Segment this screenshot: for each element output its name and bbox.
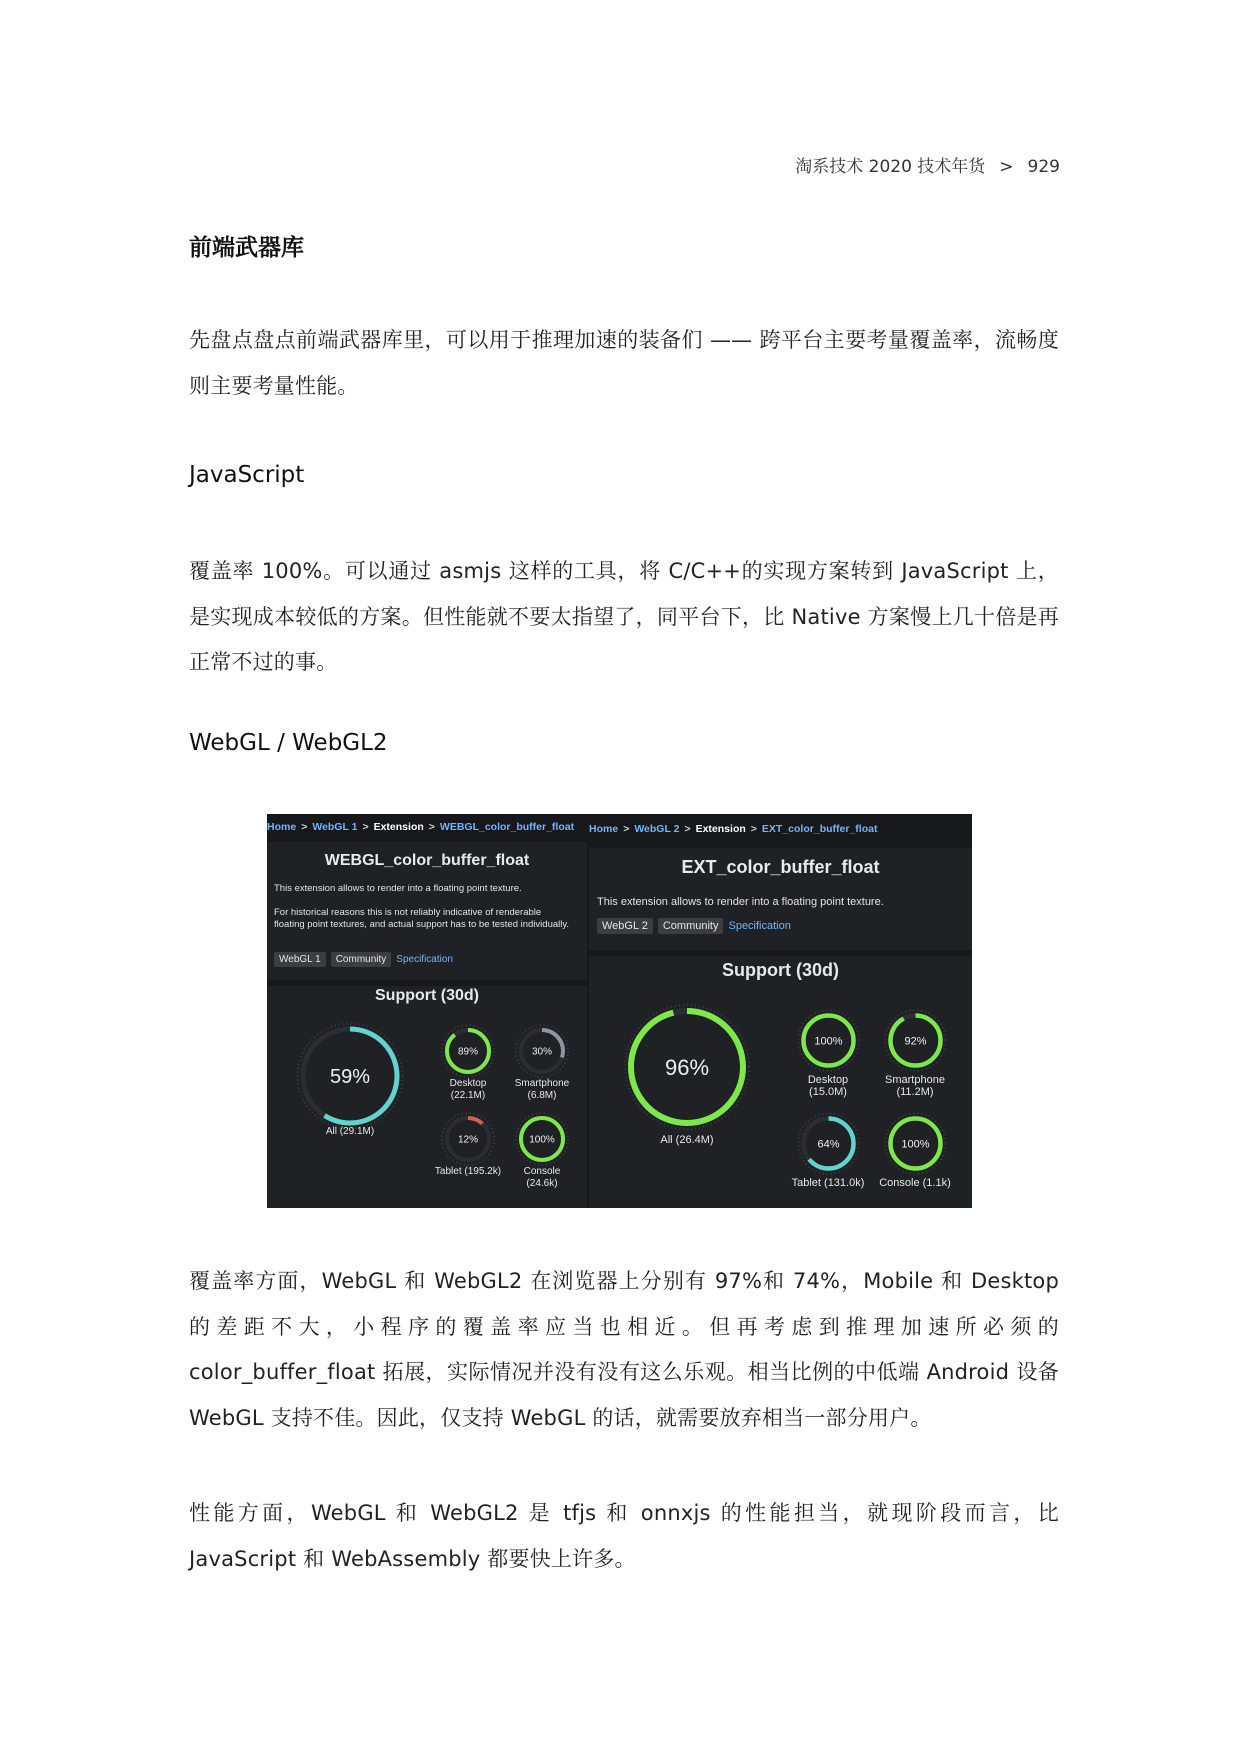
gauge-label-line: Tablet (195.2k)	[434, 1166, 502, 1177]
gauge-label-line: Desktop	[449, 1078, 487, 1089]
left-gauge-4	[511, 1108, 573, 1170]
left-description-2: For historical reasons this is not reliably indicative of renderable floating point textures, and actual support has to be tested individually.	[274, 907, 570, 930]
right-gauge-label-2	[885, 1074, 945, 1098]
left-extension-title: WEBGL_color_buffer_float	[324, 852, 530, 869]
left-gauge-label-1	[450, 1078, 487, 1102]
left-gauge-label-3	[435, 1166, 501, 1178]
left-gauge-label-4	[524, 1166, 561, 1190]
right-gauge-2	[880, 1005, 951, 1076]
webgl-support-screenshot	[267, 814, 972, 1208]
intro-paragraph: 先盘点盘点前端武器库里，可以用于推理加速的装备们 —— 跨平台主要考量覆盖率，流畅度则主要考量性能。	[189, 328, 1059, 398]
gauge-label-line: Tablet (131.0k)	[791, 1177, 865, 1189]
left-breadcrumb: Home > WebGL 1 > Extension > WEBGL_color_buffer_float	[267, 821, 575, 833]
gauge-percent-label: 12%	[457, 1134, 479, 1146]
right-support-title: Support (30d)	[722, 960, 839, 980]
running-header	[795, 152, 1060, 177]
gauge-percent-label: 100%	[813, 1034, 843, 1047]
right-gauge-label-0	[660, 1134, 713, 1146]
gauge-label-line: (15.0M)	[809, 1086, 847, 1098]
left-gauge-label-0	[326, 1126, 374, 1138]
tag-community[interactable]: Community	[658, 918, 724, 934]
right-description-1: This extension allows to render into a floating point texture.	[597, 896, 884, 908]
right-gauge-0	[619, 999, 755, 1135]
right-gauge-1	[793, 1005, 864, 1076]
right-gauge-label-4	[879, 1177, 951, 1189]
gauge-label-line: (22.1M)	[450, 1090, 486, 1101]
gauge-label-line: Smartphone	[514, 1078, 570, 1089]
gauge-label-line: All (26.4M)	[660, 1134, 714, 1146]
gauge-label-line: Smartphone	[885, 1074, 945, 1086]
gauge-label-line: All (29.1M)	[325, 1126, 375, 1137]
tag-webgl2[interactable]: WebGL 2	[597, 918, 653, 934]
performance-paragraph: 性能方面，WebGL 和 WebGL2 是 tfjs 和 onnxjs 的性能担当，就现阶段而言，比 JavaScript 和 WebAssembly 都要快上许多。	[189, 1501, 1059, 1571]
right-tag-row	[597, 918, 791, 934]
right-gauge-label-1	[808, 1074, 848, 1098]
gauge-percent-label: 30%	[531, 1046, 553, 1058]
left-tag-row	[274, 952, 453, 967]
left-gauge-label-2	[515, 1078, 569, 1102]
gauge-percent-label: 100%	[900, 1137, 930, 1150]
gauge-percent-label: 64%	[816, 1137, 840, 1150]
javascript-paragraph: 覆盖率 100%。可以通过 asmjs 这样的工具，将 C/C++的实现方案转到 JavaScript 上，是实现成本较低的方案。但性能就不要太指望了，同平台下，比 Native 方案慢上几十倍是再正常不过的事。	[189, 559, 1059, 674]
left-gauge-1	[437, 1020, 499, 1082]
gauge-label-line: Console	[523, 1166, 561, 1177]
tag-community[interactable]: Community	[331, 952, 392, 967]
crumb-extension[interactable]: Extension	[373, 821, 424, 833]
crumb-webgl1[interactable]: WebGL 1	[312, 821, 358, 833]
gauge-label-line: Desktop	[807, 1074, 849, 1086]
right-gauge-4	[880, 1108, 951, 1179]
webgl-heading: WebGL / WebGL2	[189, 730, 388, 756]
left-gauge-0	[292, 1018, 408, 1134]
page-number: 929	[1027, 157, 1060, 177]
right-extension-title: EXT_color_buffer_float	[681, 857, 880, 877]
right-gauge-label-3	[792, 1177, 865, 1189]
specification-link[interactable]: Specification	[728, 920, 791, 932]
specification-link[interactable]: Specification	[396, 954, 453, 965]
left-description-1: This extension allows to render into a floating point texture.	[274, 883, 522, 894]
left-support-title: Support (30d)	[375, 987, 479, 1004]
gauge-percent-label: 92%	[903, 1034, 927, 1047]
crumb-home[interactable]: Home	[589, 823, 619, 835]
gauge-label-line: (6.8M)	[527, 1090, 557, 1101]
gauge-label-line: Console (1.1k)	[879, 1177, 951, 1189]
gauge-percent-label: 100%	[529, 1134, 555, 1146]
gauge-percent-label: 59%	[329, 1066, 371, 1089]
right-gauge-3	[793, 1108, 864, 1179]
left-gauge-3	[437, 1108, 499, 1170]
crumb-current[interactable]: WEBGL_color_buffer_float	[439, 821, 575, 833]
gauge-label-line: (24.6k)	[526, 1178, 558, 1189]
crumb-webgl2[interactable]: WebGL 2	[634, 823, 680, 835]
book-title: 淘系技术 2020 技术年货	[795, 157, 986, 177]
section-title: 前端武器库	[189, 235, 304, 261]
right-breadcrumb: Home > WebGL 2 > Extension > EXT_color_buffer_float	[589, 823, 878, 835]
crumb-home[interactable]: Home	[267, 821, 297, 833]
header-separator: >	[999, 157, 1014, 177]
gauge-percent-label: 96%	[664, 1054, 710, 1080]
javascript-heading: JavaScript	[189, 462, 305, 488]
coverage-paragraph: 覆盖率方面，WebGL 和 WebGL2 在浏览器上分别有 97%和 74%，Mobile 和 Desktop 的差距不大，小程序的覆盖率应当也相近。但再考虑到推理加速所必须的 color_buffer_float 拓展，实际情况并没有没有这么乐观。相当比例的中低端 Android 设备 WebGL 支持不佳。因此，仅支持 WebGL 的话，就需要放弃相当一部分用户。	[189, 1269, 1059, 1430]
crumb-extension[interactable]: Extension	[695, 823, 746, 835]
gauge-percent-label: 89%	[457, 1046, 479, 1058]
gauge-label-line: (11.2M)	[896, 1086, 934, 1098]
crumb-current[interactable]: EXT_color_buffer_float	[761, 823, 878, 835]
tag-webgl1[interactable]: WebGL 1	[274, 952, 326, 967]
left-gauge-2	[511, 1020, 573, 1082]
